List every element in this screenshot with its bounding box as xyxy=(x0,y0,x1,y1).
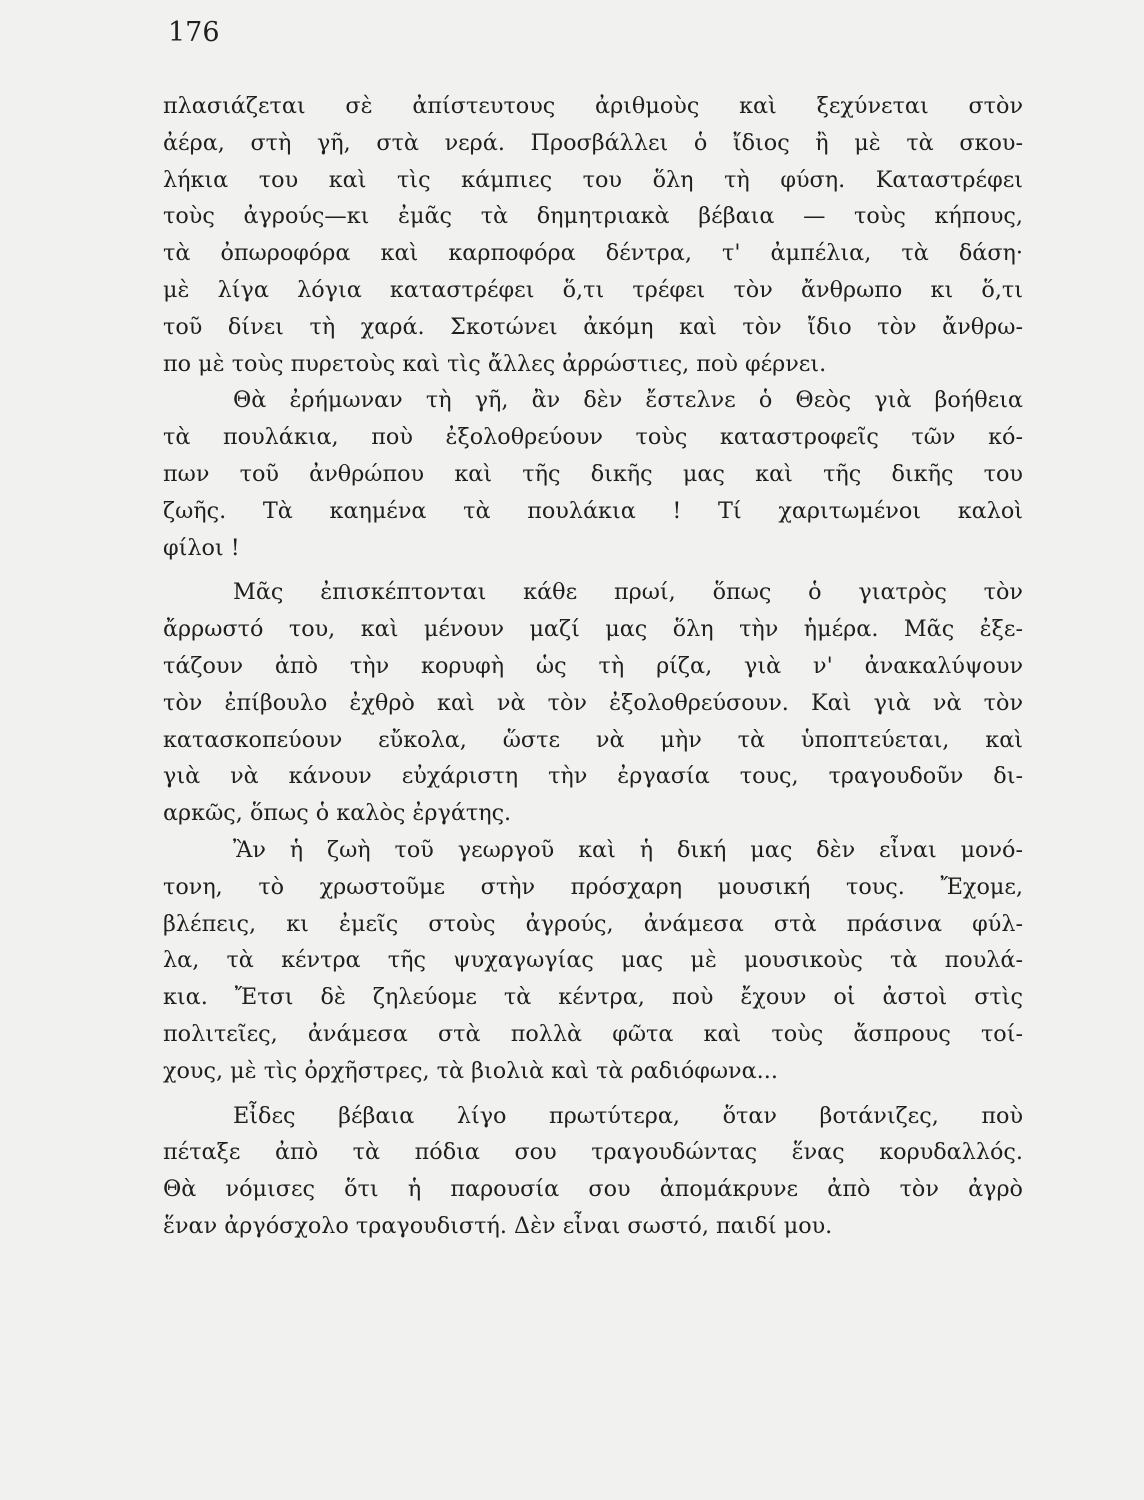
text-line: τὰ πουλάκια, ποὺ ἐξολοθρεύουν τοὺς καταστροφεῖς τῶν κό- xyxy=(163,424,1023,451)
text-line: τάζουν ἀπὸ τὴν κορυφὴ ὡς τὴ ρίζα, γιὰ ν' ἀνακαλύψουν xyxy=(163,652,1023,679)
text-line: πλασιάζεται σὲ ἀπίστευτους ἀριθμοὺς καὶ ξεχύνεται στὸν xyxy=(163,93,1023,119)
text-line: τοὺς ἀγρούς—κι ἐμᾶς τὰ δημητριακὰ βέβαια — τοὺς κήπους, xyxy=(163,203,1023,230)
paragraph xyxy=(163,1098,1023,1245)
text-line: ἀέρα, στὴ γῆ, στὰ νερά. Προσβάλλει ὁ ἴδιος ἢ μὲ τὰ σκου- xyxy=(163,129,1023,156)
text-line: Θὰ ἐρήμωναν τὴ γῆ, ἂν δὲν ἔστελνε ὁ Θεὸς γιὰ βοήθεια xyxy=(233,387,1023,414)
text-line: πολιτεῖες, ἀνάμεσα στὰ πολλὰ φῶτα καὶ τοὺς ἄσπρους τοί- xyxy=(163,1020,1023,1047)
text-line: τὸν ἐπίβουλο ἐχθρὸ καὶ νὰ τὸν ἐξολοθρεύσουν. Καὶ γιὰ νὰ τὸν xyxy=(163,689,1023,716)
text-line: Μᾶς ἐπισκέπτονται κάθε πρωί, ὅπως ὁ γιατρὸς τὸν xyxy=(233,579,1023,606)
text-line: πο μὲ τοὺς πυρετοὺς καὶ τὶς ἄλλες ἀρρώστιες, ποὺ φέρνει. xyxy=(163,350,827,377)
text-line: τὰ ὀπωροφόρα καὶ καρποφόρα δέντρα, τ' ἀμπέλια, τὰ δάση· xyxy=(163,240,1023,267)
text-line: πων τοῦ ἀνθρώπου καὶ τῆς δικῆς μας καὶ τῆς δικῆς του xyxy=(163,460,1023,487)
text-line: βλέπεις, κι ἐμεῖς στοὺς ἀγρούς, ἀνάμεσα στὰ πράσινα φύλ- xyxy=(163,910,1023,937)
text-line: Εἶδες βέβαια λίγο πρωτύτερα, ὅταν βοτάνιζες, ποὺ xyxy=(233,1102,1023,1129)
text-line: τοῦ δίνει τὴ χαρά. Σκοτώνει ἀκόμη καὶ τὸν ἴδιο τὸν ἄνθρω- xyxy=(163,313,1023,340)
body-text xyxy=(163,88,1023,1245)
text-line: ζωῆς. Τὰ καημένα τὰ πουλάκια ! Τί χαριτωμένοι καλοὶ xyxy=(163,497,1023,524)
paragraph xyxy=(163,574,1023,832)
text-line: Ἂν ἡ ζωὴ τοῦ γεωργοῦ καὶ ἡ δική μας δὲν εἶναι μονό- xyxy=(233,836,1023,863)
text-line: μὲ λίγα λόγια καταστρέφει ὅ,τι τρέφει τὸν ἄνθρωπο κι ὅ,τι xyxy=(163,276,1023,303)
text-line: αρκῶς, ὅπως ὁ καλὸς ἐργάτης. xyxy=(163,800,512,827)
page-number: 176 xyxy=(168,17,220,48)
text-line: Θὰ νόμισες ὅτι ἡ παρουσία σου ἀπομάκρυνε ἀπὸ τὸν ἀγρὸ xyxy=(163,1176,1023,1203)
text-line: ἕναν ἀργόσχολο τραγουδιστή. Δὲν εἶναι σωστό, παιδί μου. xyxy=(163,1212,833,1239)
paragraph xyxy=(163,88,1023,382)
text-line: κατασκοπεύουν εὔκολα, ὥστε νὰ μὴν τὰ ὑποπτεύεται, καὶ xyxy=(163,726,1023,753)
text-line: χους, μὲ τὶς ὀρχῆστρες, τὰ βιολιὰ καὶ τὰ ραδιόφωνα... xyxy=(163,1057,778,1084)
paragraph xyxy=(163,382,1023,566)
text-line: φίλοι ! xyxy=(163,534,240,561)
text-line: ἄρρωστό του, καὶ μένουν μαζί μας ὅλη τὴν ἡμέρα. Μᾶς ἐξε- xyxy=(163,616,1023,643)
text-line: λα, τὰ κέντρα τῆς ψυχαγωγίας μας μὲ μουσικοὺς τὰ πουλά- xyxy=(163,947,1023,974)
text-line: γιὰ νὰ κάνουν εὐχάριστη τὴν ἐργασία τους, τραγουδοῦν δι- xyxy=(163,763,1023,790)
text-line: τονη, τὸ χρωστοῦμε στὴν πρόσχαρη μουσική τους. Ἔχομε, xyxy=(163,873,1023,900)
text-line: λήκια του καὶ τὶς κάμπιες του ὅλη τὴ φύση. Καταστρέφει xyxy=(163,166,1023,193)
text-line: κια. Ἔτσι δὲ ζηλεύομε τὰ κέντρα, ποὺ ἔχουν οἱ ἀστοὶ στὶς xyxy=(163,984,1023,1011)
text-line: πέταξε ἀπὸ τὰ πόδια σου τραγουδώντας ἕνας κορυδαλλός. xyxy=(163,1139,1023,1166)
paragraph xyxy=(163,832,1023,1090)
